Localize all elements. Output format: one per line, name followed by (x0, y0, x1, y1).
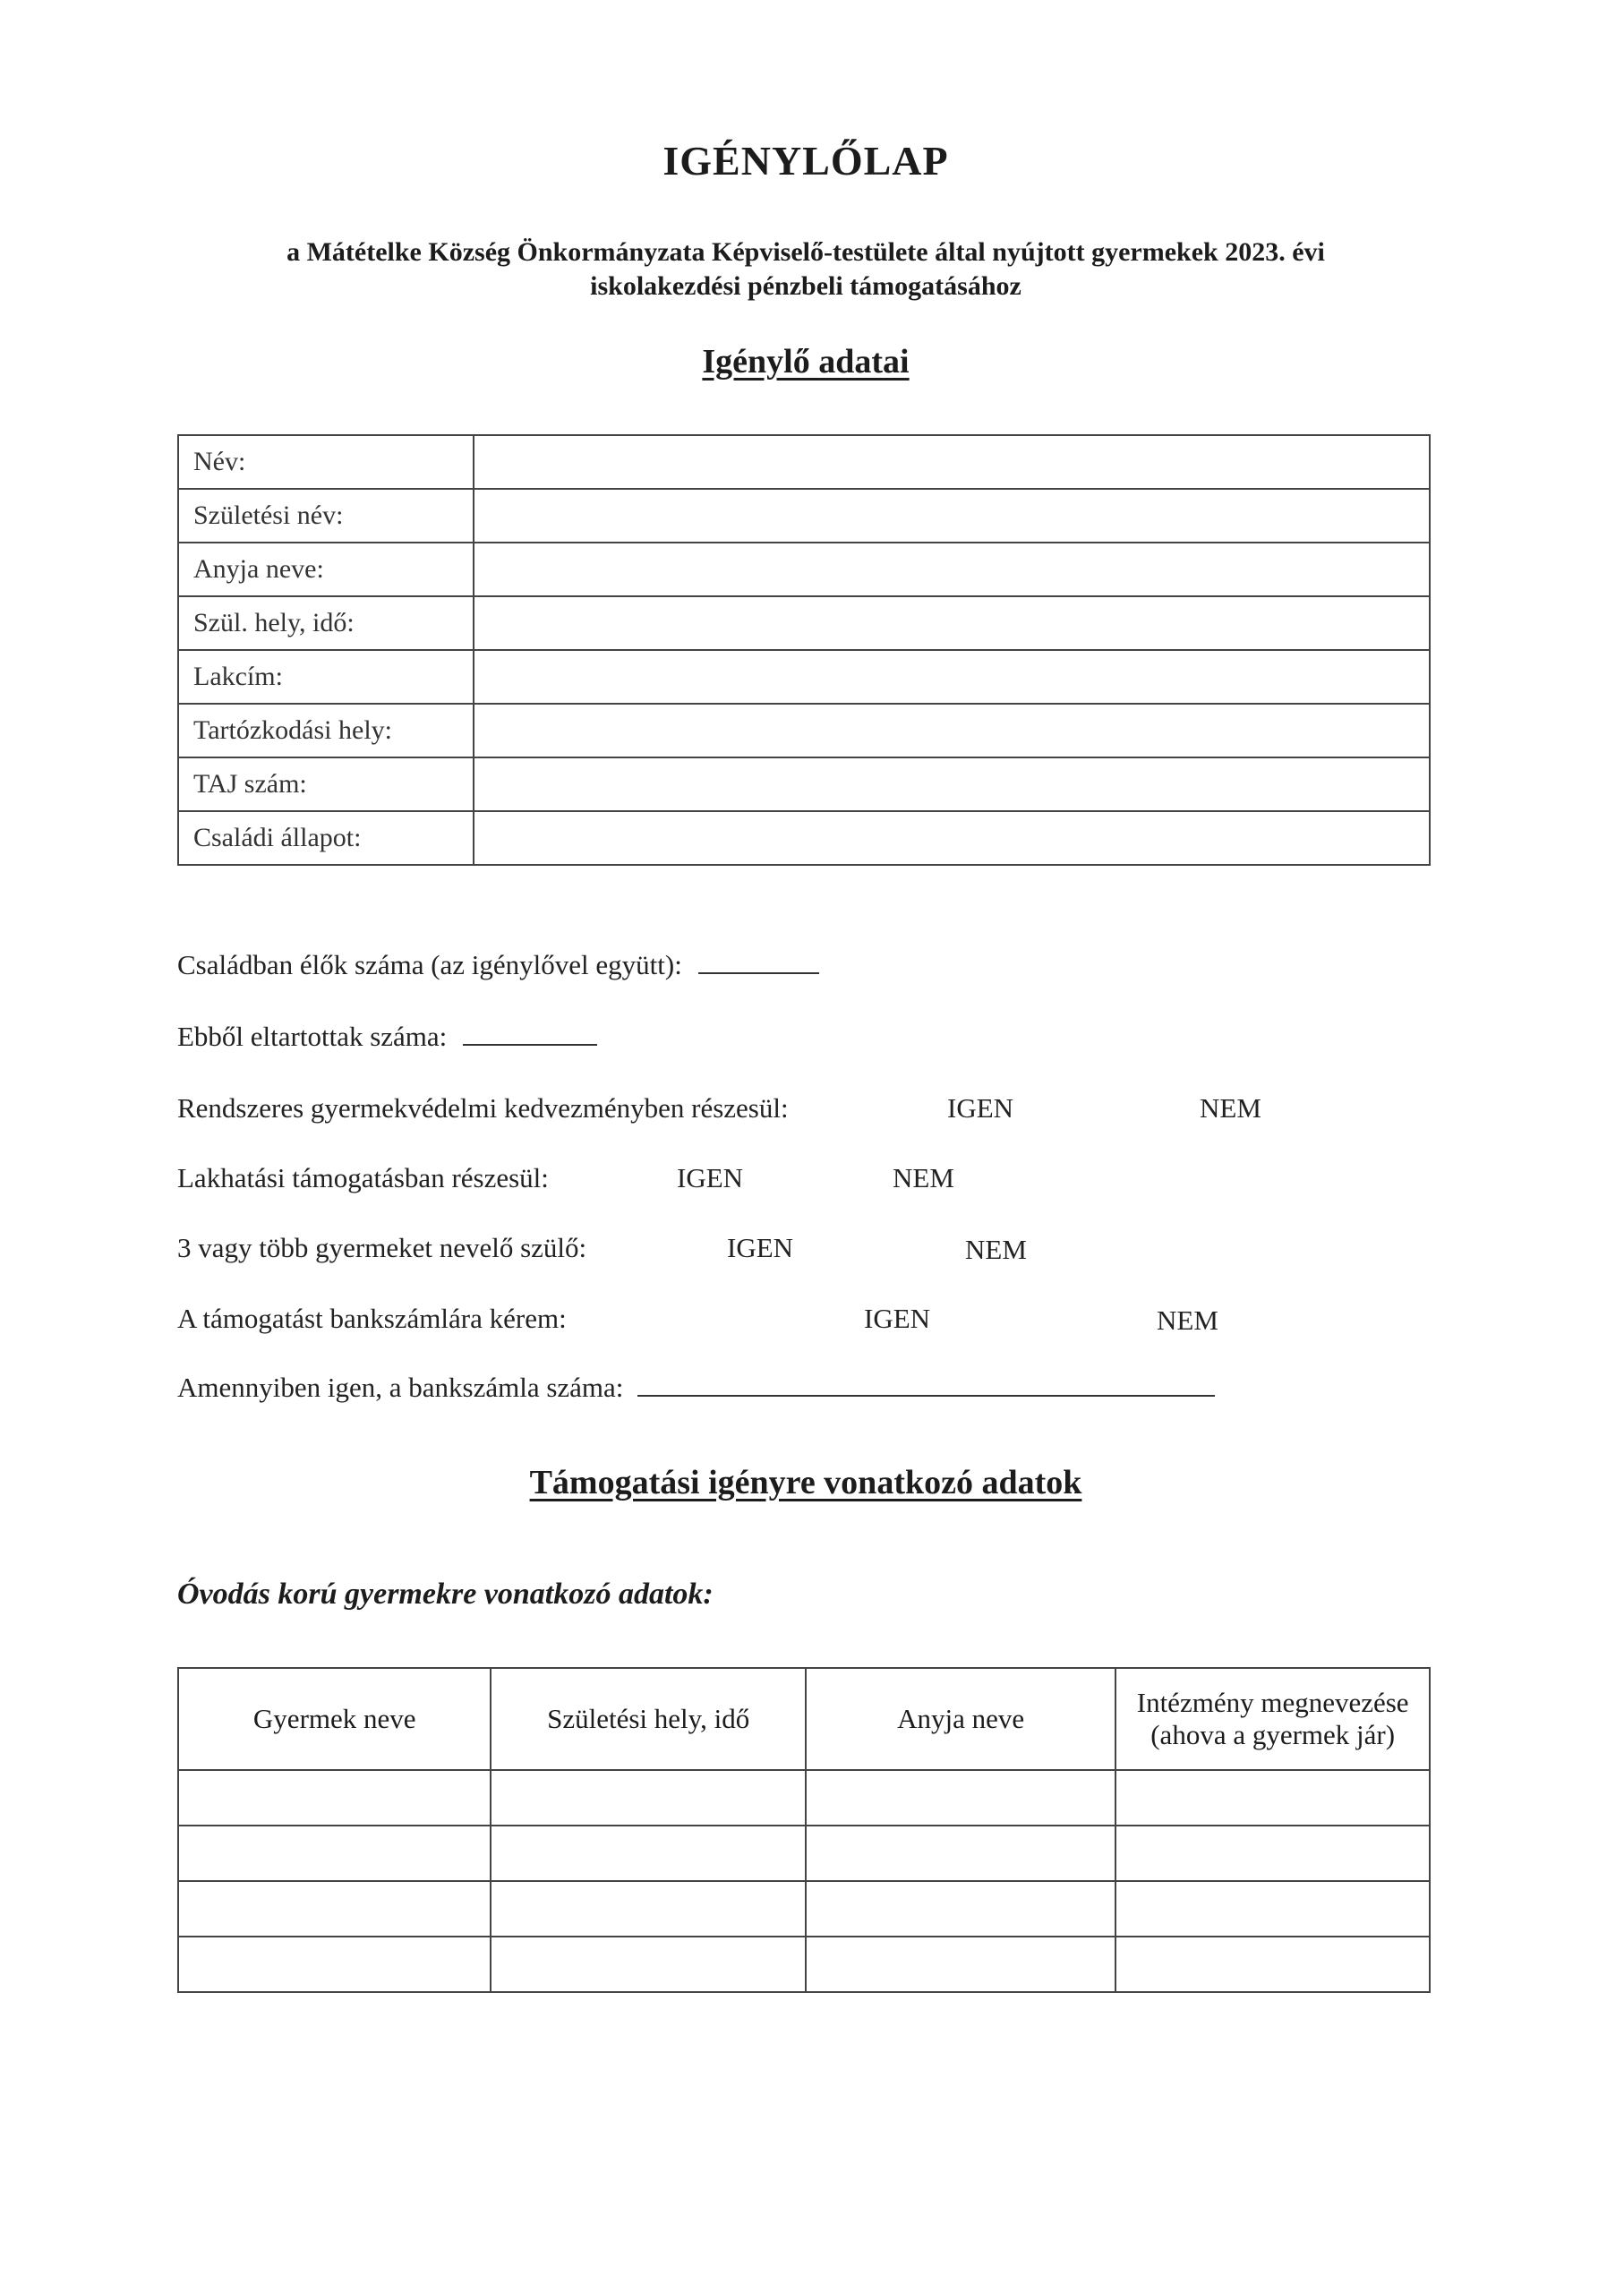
field-label-mother-name: Anyja neve: (178, 543, 474, 596)
subtitle-line-1: a Mátételke Község Önkormányzata Képviselő-testülete által nyújtott gyermekek 2023. évi (286, 237, 1325, 267)
cell-birth-place-date[interactable] (491, 1881, 805, 1937)
question-three-children-yes[interactable]: IGEN (727, 1232, 794, 1263)
field-value-taj[interactable] (474, 757, 1430, 811)
field-label-address: Lakcím: (178, 650, 474, 704)
applicant-row-birth-name (178, 489, 1430, 543)
question-bank-transfer-no[interactable]: NEM (1157, 1304, 1218, 1336)
cell-child-name[interactable] (178, 1937, 491, 1992)
header-birth-place-date: Születési hely, idő (491, 1668, 805, 1770)
applicant-row-address (178, 650, 1430, 704)
cell-mother-name[interactable] (806, 1881, 1115, 1937)
table-row (178, 1826, 1430, 1881)
field-label-marital-status: Családi állapot: (178, 811, 474, 865)
applicant-row-mother-name (178, 543, 1430, 596)
question-housing-yes[interactable]: IGEN (677, 1162, 744, 1193)
household-count-blank[interactable] (698, 951, 819, 974)
cell-institution[interactable] (1115, 1770, 1430, 1826)
applicant-row-marital-status (178, 811, 1430, 865)
question-bank-transfer-label: A támogatást bankszámlára kérem: (177, 1303, 567, 1334)
field-value-name[interactable] (474, 435, 1430, 489)
table-row (178, 1881, 1430, 1937)
applicant-row-taj (178, 757, 1430, 811)
field-value-birth-place-date[interactable] (474, 596, 1430, 650)
question-housing-no[interactable]: NEM (893, 1162, 954, 1193)
header-mother-name: Anyja neve (806, 1668, 1115, 1770)
field-label-name: Név: (178, 435, 474, 489)
children-table (177, 1667, 1431, 1993)
cell-mother-name[interactable] (806, 1826, 1115, 1881)
header-child-name: Gyermek neve (178, 1668, 491, 1770)
dependents-blank[interactable] (463, 1022, 597, 1046)
cell-institution[interactable] (1115, 1937, 1430, 1992)
dependents-label: Ebből eltartottak száma: (177, 1021, 448, 1052)
cell-child-name[interactable] (178, 1881, 491, 1937)
field-label-residence: Tartózkodási hely: (178, 704, 474, 757)
form-subtitle (152, 235, 1459, 304)
applicant-heading: Igénylő adatai (702, 343, 910, 381)
cell-child-name[interactable] (178, 1770, 491, 1826)
household-count-line (177, 949, 819, 981)
question-child-protection-label: Rendszeres gyermekvédelmi kedvezményben részesül: (177, 1092, 789, 1124)
bank-account-label: Amennyiben igen, a bankszámla száma: (177, 1372, 624, 1403)
household-count-label: Családban élők száma (az igénylővel együtt): (177, 949, 682, 980)
bank-account-blank[interactable] (637, 1373, 1215, 1397)
applicant-table (177, 434, 1431, 866)
header-institution: Intézmény megnevezése (ahova a gyermek jár) (1115, 1668, 1430, 1770)
question-child-protection-no[interactable]: NEM (1200, 1092, 1261, 1124)
field-value-birth-name[interactable] (474, 489, 1430, 543)
field-value-mother-name[interactable] (474, 543, 1430, 596)
question-bank-transfer-yes[interactable]: IGEN (864, 1303, 931, 1334)
field-label-birth-place-date: Szül. hely, idő: (178, 596, 474, 650)
subtitle-line-2: iskolakezdési pénzbeli támogatásához (590, 271, 1021, 301)
table-row (178, 1770, 1430, 1826)
form-title: IGÉNYLŐLAP (662, 138, 949, 184)
question-housing-label: Lakhatási támogatásban részesül: (177, 1162, 549, 1193)
preschool-label: Óvodás korú gyermekre vonatkozó adatok: (177, 1578, 714, 1611)
applicant-row-name (178, 435, 1430, 489)
question-three-children-label: 3 vagy több gyermeket nevelő szülő: (177, 1232, 587, 1263)
table-row (178, 1937, 1430, 1992)
cell-birth-place-date[interactable] (491, 1770, 805, 1826)
applicant-row-birth-place-date (178, 596, 1430, 650)
question-child-protection-yes[interactable]: IGEN (947, 1092, 1014, 1124)
bank-account-line (177, 1372, 1215, 1404)
support-heading: Támogatási igényre vonatkozó adatok (529, 1464, 1082, 1501)
cell-mother-name[interactable] (806, 1770, 1115, 1826)
question-three-children-no[interactable]: NEM (965, 1234, 1027, 1265)
cell-mother-name[interactable] (806, 1937, 1115, 1992)
cell-institution[interactable] (1115, 1826, 1430, 1881)
dependents-line (177, 1021, 597, 1053)
children-table-header-row (178, 1668, 1430, 1770)
field-label-birth-name: Születési név: (178, 489, 474, 543)
cell-birth-place-date[interactable] (491, 1826, 805, 1881)
field-value-marital-status[interactable] (474, 811, 1430, 865)
cell-institution[interactable] (1115, 1881, 1430, 1937)
field-value-residence[interactable] (474, 704, 1430, 757)
applicant-row-residence (178, 704, 1430, 757)
field-value-address[interactable] (474, 650, 1430, 704)
cell-child-name[interactable] (178, 1826, 491, 1881)
field-label-taj: TAJ szám: (178, 757, 474, 811)
cell-birth-place-date[interactable] (491, 1937, 805, 1992)
